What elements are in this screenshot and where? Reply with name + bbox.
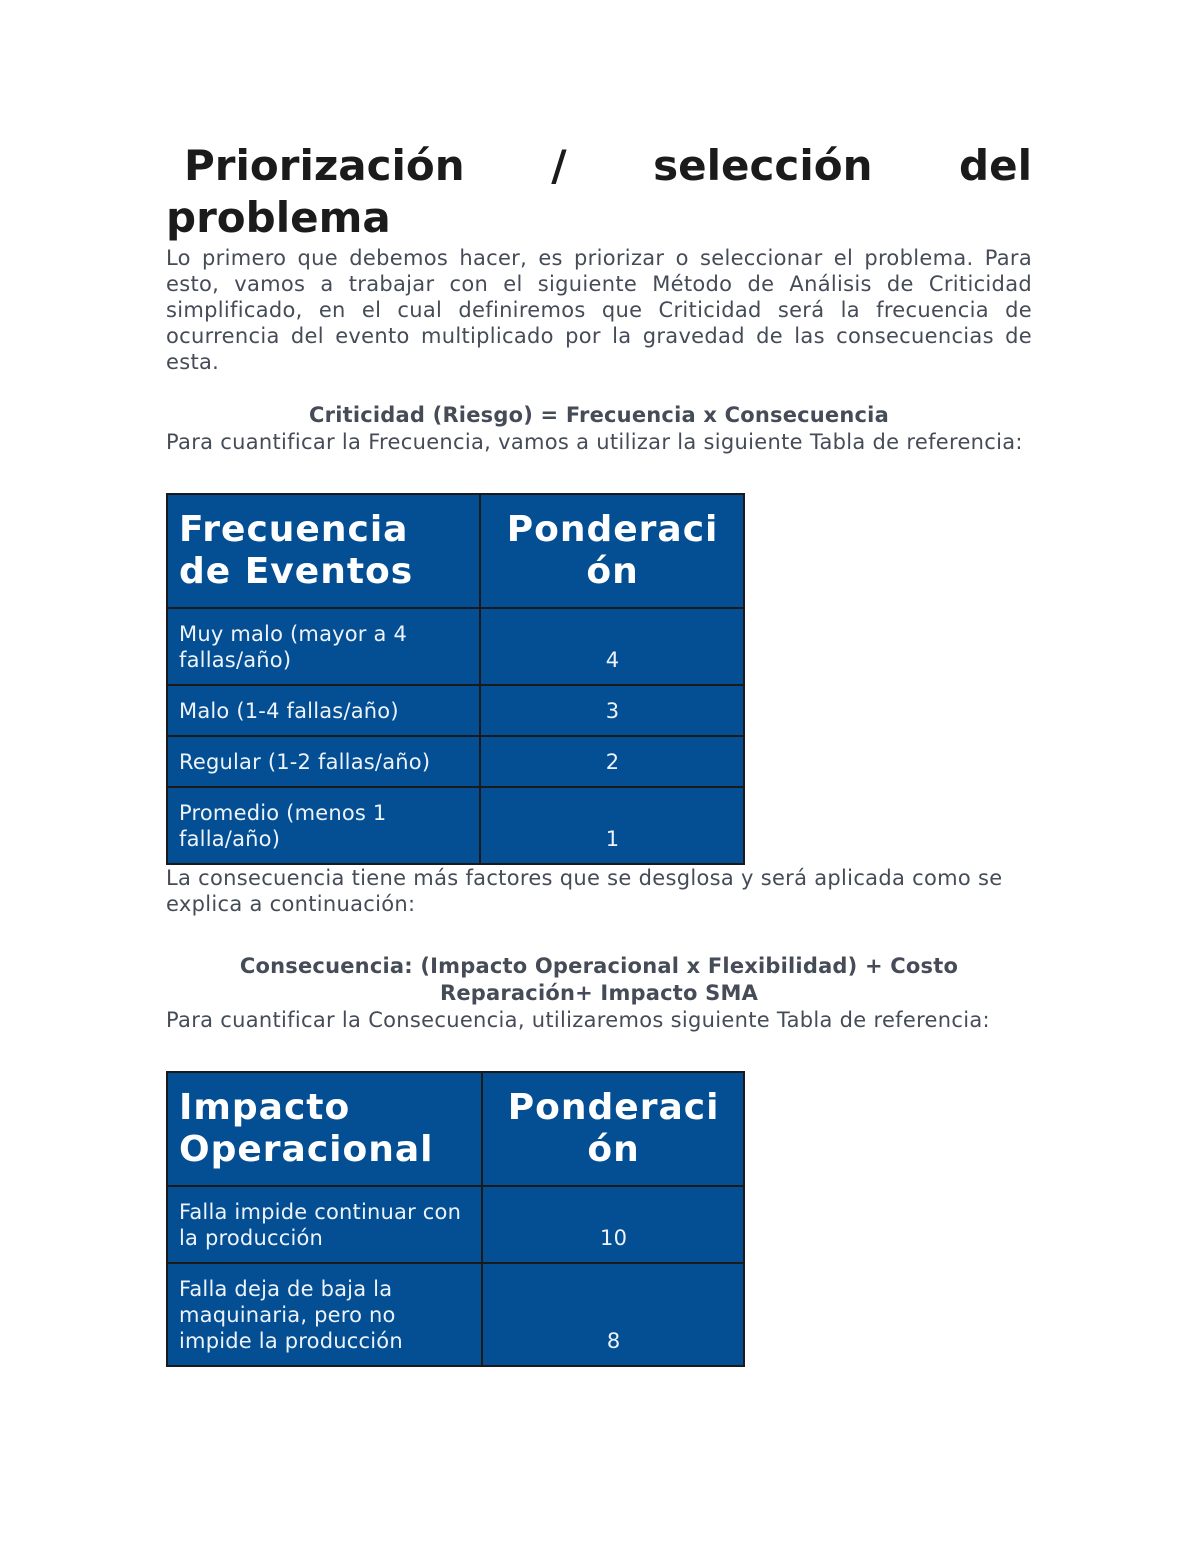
intro-paragraph: Lo primero que debemos hacer, es priorizar o seleccionar el problema. Para esto, vamos a trabajar con el siguiente Método de Análisis de Criticidad simplificado, en el cual definiremos que Criticidad será la frecuencia de ocurrencia del evento multiplicado por la gravedad de las consecuencias de esta. [166,246,1032,374]
consequence-paragraph: La consecuencia tiene más factores que se desglosa y será aplicada como se explica a continuación: [166,866,1003,916]
table-row [167,608,744,685]
row-value: 1 [480,787,744,864]
weight-header-line-2: ón [586,551,639,592]
document-title [166,140,1032,244]
frequency-intro: Para cuantificar la Frecuencia, vamos a utilizar la siguiente Tabla de referencia: [166,430,1023,454]
row-label: Falla deja de baja la maquinaria, pero no impide la producción [167,1263,482,1366]
row-label: Promedio (menos 1 falla/año) [167,787,480,864]
title-word-3: selección [653,141,873,190]
row-value: 2 [480,736,744,787]
weight-header-line-1: Ponderaci [506,509,719,550]
consequence-intro: Para cuantificar la Consecuencia, utilizaremos siguiente Tabla de referencia: [166,1008,990,1032]
row-value: 3 [480,685,744,736]
title-word-2: / [551,141,567,190]
document-page [166,140,1032,1367]
frequency-header: Frecuencia de Eventos [167,494,480,608]
row-value: 4 [480,608,744,685]
row-label: Regular (1-2 fallas/año) [167,736,480,787]
consequence-formula-line-1: Consecuencia: (Impacto Operacional x Flexibilidad) + Costo [239,954,959,978]
row-label: Muy malo (mayor a 4 fallas/año) [167,608,480,685]
table-row [167,736,744,787]
title-word-4: del [959,141,1032,190]
table-row [167,1263,744,1366]
weight-header [480,494,744,608]
table-header-row [167,1072,744,1186]
row-value: 8 [482,1263,744,1366]
weight-header-line-1: Ponderaci [507,1087,720,1128]
title-word-1: Priorización [184,141,465,190]
weight-header-line-2: ón [587,1129,640,1170]
title-word-5: problema [166,193,391,242]
table-row [167,787,744,864]
row-value: 10 [482,1186,744,1263]
impact-table [166,1071,745,1367]
impact-header: Impacto Operacional [167,1072,482,1186]
row-label: Malo (1-4 fallas/año) [167,685,480,736]
table-row [167,1186,744,1263]
risk-formula: Criticidad (Riesgo) = Frecuencia x Consecuencia [309,403,889,427]
frequency-table [166,493,745,865]
consequence-formula-line-2: Reparación+ Impacto SMA [439,981,759,1005]
weight-header [482,1072,744,1186]
row-label: Falla impide continuar con la producción [167,1186,482,1263]
table-header-row [167,494,744,608]
table-row [167,685,744,736]
